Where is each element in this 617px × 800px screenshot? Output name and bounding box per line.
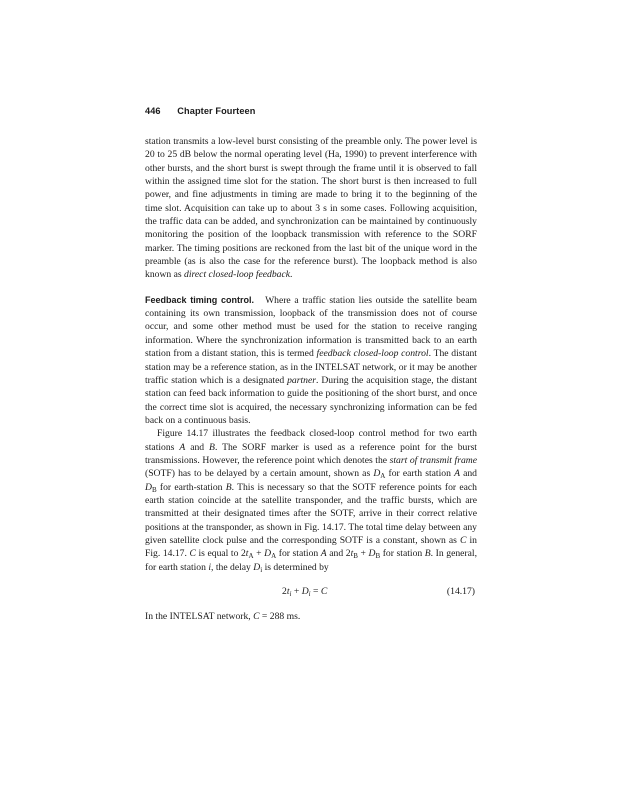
paragraph-intelsat-constant: In the INTELSAT network, C = 288 ms.	[145, 611, 301, 623]
term-direct-closed-loop-feedback: direct closed-loop feedback	[184, 269, 291, 281]
term-start-of-transmit-frame: start of transmit frame	[389, 454, 477, 466]
page-number: 446	[145, 106, 161, 116]
paragraph-loopback: station transmits a low-level burst consisting of the preamble only. The power level is 20 to 25 dB below the normal operating level (Ha, 1990) to prevent interference with other bursts, and the short burst is swept through the frame until it is observed to fall within the assigned time slot for the station. The short burst is then increased to full power, and fine adjustments in timing are made to bring it to the beginning of the time slot. Acquisition can take up to about 3 s in some cases. Following acquisition, the traffic data can be added, and synchronization can be maintained by continuously monitoring the position of the loopback transmission with reference to the SORF marker. The timing positions are reckoned from the last bit of the unique word in the preamble (as is also the case for the reference burst). The loopback method is also known as direct closed-loop feedback.	[145, 136, 477, 281]
paragraph-feedback-timing: Feedback timing control. Where a traffic station lies outside the satellite beam containing its own transmission, loopback of the transmission does not of course occur, and some other method must be used for the station to receive ranging information. Where the synchronization information is transmitted back to an earth station from a distant station, this is termed feedback closed-loop control. The distant station may be a reference station, as in the INTELSAT network, or it may be another traffic station which is a designated partner. During the acquisition stage, the distant station can feed back information to guide the positioning of the short burst, and once the correct time slot is acquired, the necessary synchronizing information can be fed back on a continuous basis.	[145, 294, 478, 426]
term-partner: partner	[287, 374, 316, 386]
equation-14-17	[145, 585, 477, 598]
chapter-title: Chapter Fourteen	[177, 106, 256, 116]
term-feedback-closed-loop-control: feedback closed-loop control	[316, 348, 429, 360]
equation-number: (14.17)	[446, 586, 475, 597]
equation-expression: $2t_i + D_i = C$	[282, 586, 328, 598]
paragraph-figure-14-17: Figure 14.17 illustrates the feedback closed-loop control method for two earth stations A and B. The SORF marker is used as a reference point for the burst transmissions. However, the reference point which denotes the start of transmit frame (SOTF) has to be delayed by a certain amount, shown as $D_A$ for earth station A and $D_B$ for earth-station B. This is necessary so that the SOTF reference points for each earth station coincide at the satellite transponder, and the traffic bursts, which are transmitted at their designated times after the SOTF, arrive in their correct relative positions at the transponder, as shown in Fig. 14.17. The total time delay between any given satellite clock pulse and the corresponding SOTF is a constant, shown as C in Fig. 14.17. C is equal to $2t_A + D_A$ for station A and $2t_B + D_B$ for station B. In general, for earth station i, the delay $D_i$ is determined by	[145, 428, 477, 574]
run-in-heading: Feedback timing control.	[145, 294, 255, 305]
body-text	[145, 135, 477, 624]
running-header	[145, 106, 255, 116]
